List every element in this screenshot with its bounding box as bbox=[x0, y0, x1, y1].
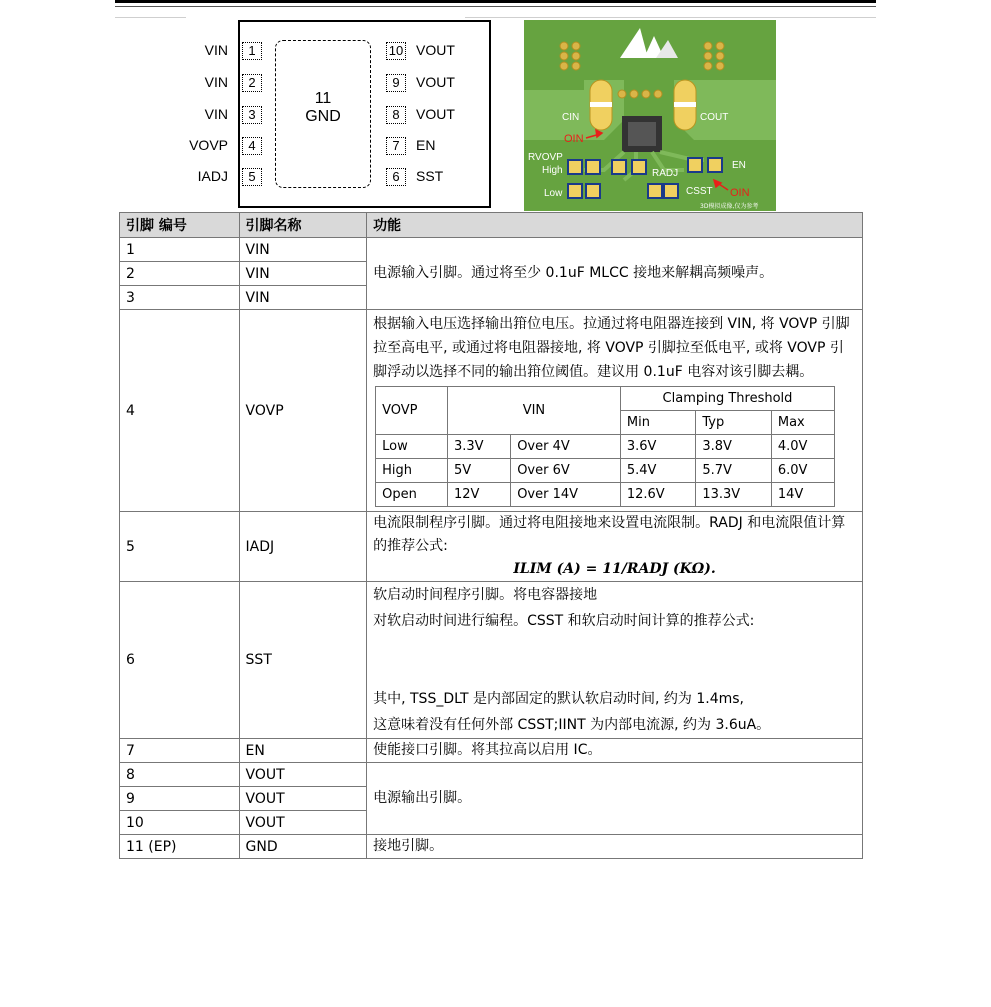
function-cell-vout: 电源输出引脚。 bbox=[367, 763, 863, 835]
inner-cell: High bbox=[376, 459, 448, 483]
pin-label-left: VIN bbox=[204, 106, 228, 122]
pin-num-cell: 3 bbox=[120, 286, 240, 310]
inner-cell: 3.6V bbox=[620, 435, 696, 459]
pin-name-cell: SST bbox=[239, 582, 367, 739]
pcb-label-rvovp: RVOVP bbox=[528, 152, 563, 163]
inner-cell: 5.7V bbox=[696, 459, 772, 483]
inner-cell: Over 14V bbox=[511, 483, 621, 507]
inner-cell: Over 4V bbox=[511, 435, 621, 459]
inner-cell: 3.3V bbox=[447, 435, 510, 459]
pinout-diagram bbox=[120, 18, 490, 210]
pin-label-left: VIN bbox=[204, 42, 228, 58]
pin-number: 5 bbox=[242, 168, 262, 186]
pin-label-right: SST bbox=[416, 168, 444, 184]
pin-label-left: VIN bbox=[204, 74, 228, 90]
function-cell-vin: 电源输入引脚。通过将至少 0.1uF MLCC 接地来解耦高频噪声。 bbox=[367, 238, 863, 310]
header-rule-thick bbox=[115, 0, 876, 3]
header-pin-number: 引脚 编号 bbox=[120, 213, 240, 238]
inner-row bbox=[376, 483, 835, 507]
inner-cell: 6.0V bbox=[771, 459, 834, 483]
pin-num-cell: 5 bbox=[120, 512, 240, 582]
pin-number: 2 bbox=[242, 74, 262, 92]
pcb-label-cout: COUT bbox=[700, 112, 729, 123]
pcb-label-oin-2: OIN bbox=[730, 187, 750, 199]
pcb-label-low: Low bbox=[544, 188, 563, 199]
pin-name-cell: VOUT bbox=[239, 787, 367, 811]
table-row bbox=[120, 582, 863, 739]
function-cell-sst bbox=[367, 582, 863, 739]
pcb-label-cin: CIN bbox=[562, 112, 580, 123]
inner-cell: 3.8V bbox=[696, 435, 772, 459]
function-cell-vovp bbox=[367, 310, 863, 512]
pin-number: 3 bbox=[242, 106, 262, 124]
pin-name-cell: GND bbox=[239, 835, 367, 859]
pin-label-left: IADJ bbox=[197, 168, 228, 184]
inner-cell: 12V bbox=[447, 483, 510, 507]
vovp-threshold-table bbox=[375, 386, 835, 507]
header-rule-thin bbox=[115, 6, 876, 7]
table-row bbox=[120, 310, 863, 512]
sst-line-4: 这意味着没有任何外部 CSST;IINT 为内部电流源, 约为 3.6uA。 bbox=[373, 717, 771, 733]
function-cell-en: 使能接口引脚。将其拉高以启用 IC。 bbox=[367, 739, 863, 763]
table-row bbox=[120, 739, 863, 763]
inner-cell: 5.4V bbox=[620, 459, 696, 483]
inner-cell: 13.3V bbox=[696, 483, 772, 507]
inner-cell: 4.0V bbox=[771, 435, 834, 459]
vovp-description: 根据输入电压选择输出箝位电压。拉通过将电阻器连接到 VIN, 将 VOVP 引脚拉至高电平, 或通过将电阻器接地, 将 VOVP 引脚拉至低电平, 或将 VOVP 引脚浮动以选择不同的输出箝位阈值。建议用 0.1uF 电容对该引脚去耦。 bbox=[373, 316, 850, 380]
pin-num-cell: 4 bbox=[120, 310, 240, 512]
pin-number: 4 bbox=[242, 137, 262, 155]
pin-label-right: VOUT bbox=[416, 42, 455, 58]
sst-line-2: 对软启动时间进行编程。CSST 和软启动时间计算的推荐公式: bbox=[373, 613, 755, 629]
inner-cell: 5V bbox=[447, 459, 510, 483]
table-row bbox=[120, 512, 863, 582]
inner-cell: Low bbox=[376, 435, 448, 459]
inner-cell: Over 6V bbox=[511, 459, 621, 483]
pcb-layout-image bbox=[524, 20, 776, 211]
exposed-pad-label bbox=[275, 90, 371, 126]
inner-header-max: Max bbox=[771, 411, 834, 435]
pin-num-cell: 1 bbox=[120, 238, 240, 262]
function-cell-iadj bbox=[367, 512, 863, 582]
pin-number: 1 bbox=[242, 42, 262, 60]
pin-name-cell: VOVP bbox=[239, 310, 367, 512]
pin-num-cell: 6 bbox=[120, 582, 240, 739]
inner-header-vovp: VOVP bbox=[376, 387, 448, 435]
table-row bbox=[120, 835, 863, 859]
pin-name-cell: EN bbox=[239, 739, 367, 763]
header-function: 功能 bbox=[367, 213, 863, 238]
iadj-formula: ILIM (A) = 11/RADJ (KΩ). bbox=[513, 561, 716, 577]
pin-num-cell: 10 bbox=[120, 811, 240, 835]
table-header-row bbox=[120, 213, 863, 238]
header-pin-name: 引脚名称 bbox=[239, 213, 367, 238]
pin-number: 7 bbox=[386, 137, 406, 155]
divider-right bbox=[465, 17, 876, 18]
pin-name-cell: VIN bbox=[239, 262, 367, 286]
pcb-label-en: EN bbox=[732, 160, 746, 171]
inner-header-typ: Typ bbox=[696, 411, 772, 435]
pin-number: 9 bbox=[386, 74, 406, 92]
pin-function-table bbox=[119, 212, 863, 859]
pin-num-cell: 2 bbox=[120, 262, 240, 286]
pin-name-cell: VIN bbox=[239, 286, 367, 310]
pin-num-cell: 9 bbox=[120, 787, 240, 811]
pin-label-right: EN bbox=[416, 137, 436, 153]
pin-label-left: VOVP bbox=[189, 137, 228, 153]
table-row bbox=[120, 763, 863, 787]
sst-line-3: 其中, TSS_DLT 是内部固定的默认软启动时间, 约为 1.4ms, bbox=[373, 691, 744, 707]
pin-name-cell: VOUT bbox=[239, 811, 367, 835]
pin-label-right: VOUT bbox=[416, 106, 455, 122]
pin-name-cell: VIN bbox=[239, 238, 367, 262]
inner-header-clamp: Clamping Threshold bbox=[620, 387, 834, 411]
pin-num-cell: 7 bbox=[120, 739, 240, 763]
inner-header-vin: VIN bbox=[447, 387, 620, 435]
inner-row bbox=[376, 435, 835, 459]
pin-name-cell: IADJ bbox=[239, 512, 367, 582]
pin-number: 10 bbox=[386, 42, 406, 60]
pcb-label-radj: RADJ bbox=[652, 168, 679, 179]
inner-cell: Open bbox=[376, 483, 448, 507]
sst-line-1: 软启动时间程序引脚。将电容器接地 bbox=[373, 587, 598, 603]
pcb-label-oin-1: OIN bbox=[564, 133, 584, 145]
pad-number: 11 bbox=[314, 90, 332, 107]
pcb-label-csst: CSST bbox=[686, 186, 713, 197]
table-row bbox=[120, 238, 863, 262]
iadj-description: 电流限制程序引脚。通过将电阻接地来设置电流限制。RADJ 和电流限值计算的推荐公式: bbox=[373, 515, 846, 554]
pin-number: 8 bbox=[386, 106, 406, 124]
pcb-note: 3D模拟成像,仅为参考 bbox=[700, 203, 759, 210]
pin-number: 6 bbox=[386, 168, 406, 186]
pcb-label-high: High bbox=[542, 165, 563, 176]
inner-row bbox=[376, 459, 835, 483]
inner-cell: 12.6V bbox=[620, 483, 696, 507]
pad-name: GND bbox=[305, 108, 341, 125]
inner-header-min: Min bbox=[620, 411, 696, 435]
inner-cell: 14V bbox=[771, 483, 834, 507]
sst-formula-space bbox=[373, 634, 856, 686]
pin-num-cell: 8 bbox=[120, 763, 240, 787]
pin-label-right: VOUT bbox=[416, 74, 455, 90]
pin-num-cell: 11 (EP) bbox=[120, 835, 240, 859]
function-cell-gnd: 接地引脚。 bbox=[367, 835, 863, 859]
pin-name-cell: VOUT bbox=[239, 763, 367, 787]
